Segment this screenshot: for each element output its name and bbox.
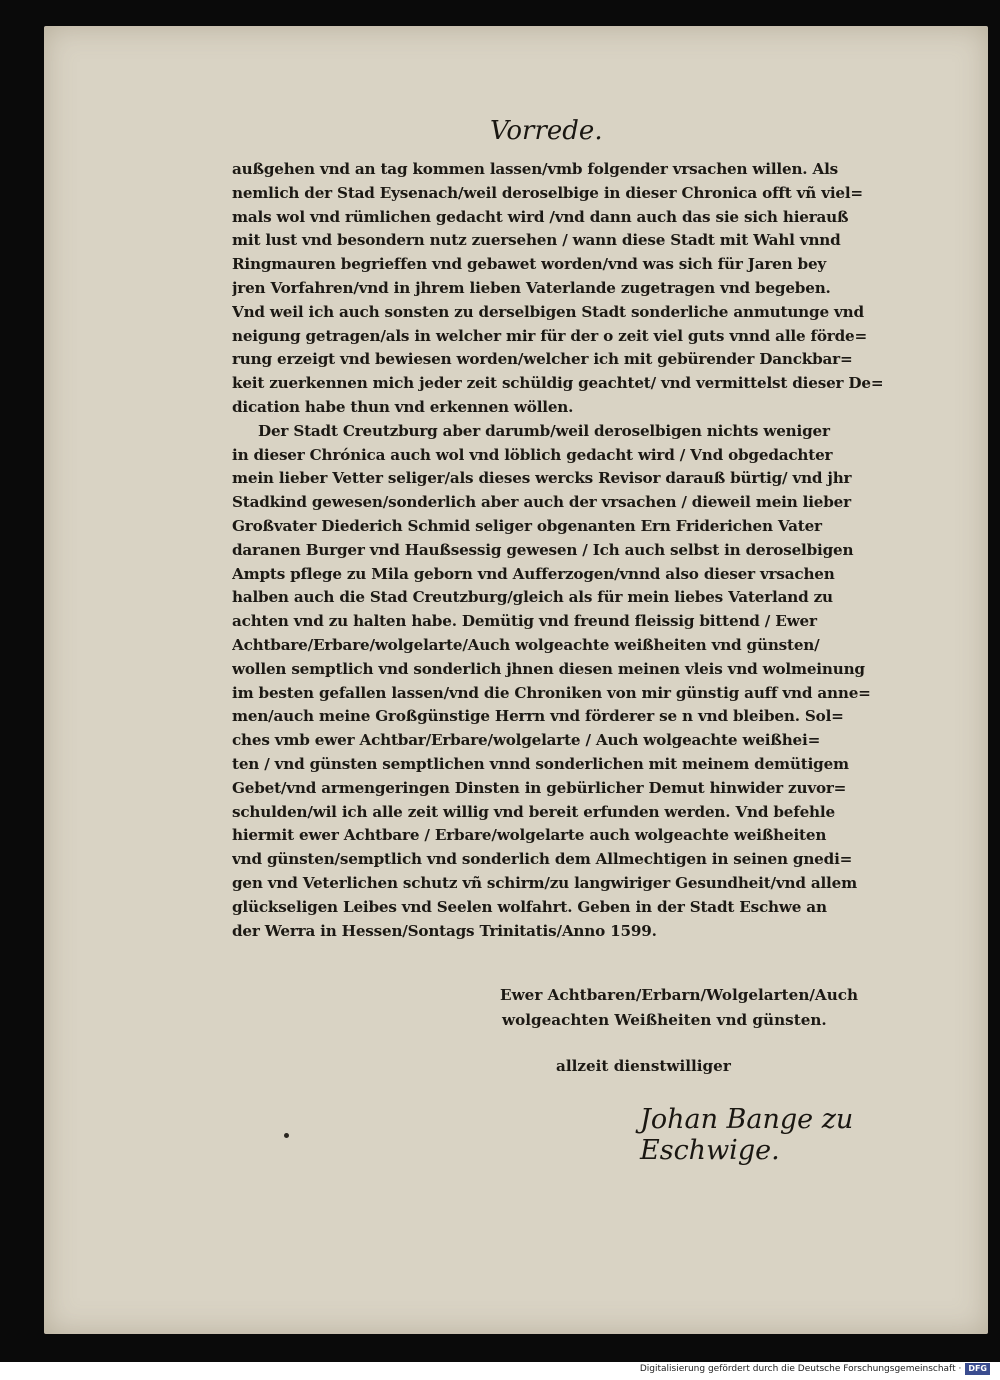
text-line: men/auch meine Großgünstige Herrn vnd förderer se n vnd bleiben. Sol=	[232, 707, 844, 726]
closing-line-1: Ewer Achtbaren/Erbarn/Wolgelarten/Auch	[500, 986, 859, 1004]
footer	[640, 1362, 990, 1376]
text-line: mals wol vnd rümlichen gedacht wird /vnd dann auch das sie sich hierauß	[232, 207, 849, 226]
text-line: schulden/wil ich alle zeit willig vnd bereit erfunden werden. Vnd befehle	[232, 802, 835, 821]
signature: Johan Bange zu Eschwige.	[640, 1104, 854, 1166]
text-line: ches vmb ewer Achtbar/Erbare/wolgelarte / Auch wolgeachte weißhei=	[232, 731, 821, 750]
text-line: nemlich der Stad Eysenach/weil deroselbige in dieser Chronica offt vñ viel=	[232, 183, 863, 202]
text-line: Ampts pflege zu Mila geborn vnd Aufferzogen/vnnd also dieser vrsachen	[232, 564, 835, 583]
footer-credit: Digitalisierung gefördert durch die Deutsche Forschungsgemeinschaft ·	[639, 1364, 962, 1374]
text-line: in dieser Chrónica auch wol vnd löblich gedacht wird / Vnd obgedachter	[232, 445, 833, 464]
text-line: glückseligen Leibes vnd Seelen wolfahrt. Geben in der Stadt Eschwe an	[232, 897, 827, 916]
text-line: vnd günsten/semptlich vnd sonderlich dem Allmechtigen in seinen gnedi=	[232, 850, 853, 869]
text-line: neigung getragen/als in welcher mir für der o zeit viel guts vnnd alle förde=	[232, 326, 867, 345]
text-line: der Werra in Hessen/Sontags Trinitatis/Anno 1599.	[232, 921, 657, 940]
text-line: rung erzeigt vnd bewiesen worden/welcher ich mit gebürender Danckbar=	[232, 350, 853, 369]
text-line: mein lieber Vetter seliger/als dieses wercks Revisor darauß bürtig/ vnd jhr	[232, 469, 852, 488]
salutation: allzeit dienstwilliger	[556, 1057, 731, 1075]
ink-speck	[284, 1133, 289, 1138]
text-line: wollen semptlich vnd sonderlich jhnen diesen meinen vleis vnd wolmeinung	[232, 659, 865, 678]
text-line: halben auch die Stad Creutzburg/gleich als für mein liebes Vaterland zu	[232, 588, 833, 607]
text-line: Vnd weil ich auch sonsten zu derselbigen Stadt sonderliche anmutunge vnd	[232, 302, 864, 321]
closing-address	[500, 983, 960, 1033]
text-line: Der Stadt Creutzburg aber darumb/weil deroselbigen nichts weniger	[258, 421, 830, 440]
text-line: gen vnd Veterlichen schutz vñ schirm/zu langwiriger Gesundheit/vnd allem	[232, 873, 857, 892]
text-line: Achtbare/Erbare/wolgelarte/Auch wolgeachte weißheiten vnd günsten/	[232, 635, 820, 654]
text-line: Ringmauren begrieffen vnd gebawet worden/vnd was sich für Jaren bey	[232, 255, 827, 274]
text-line: daranen Burger vnd Haußsessig gewesen / Ich auch selbst in deroselbigen	[232, 540, 854, 559]
text-line: Großvater Diederich Schmid seliger obgenanten Ern Friderichen Vater	[232, 516, 822, 535]
text-line: achten vnd zu halten habe. Demütig vnd freund fleissig bittend / Ewer	[232, 612, 817, 631]
text-line: mit lust vnd besondern nutz zuersehen / wann diese Stadt mit Wahl vnnd	[232, 231, 841, 250]
text-line: im besten gefallen lassen/vnd die Chroniken von mir günstig auff vnd anne=	[232, 683, 871, 702]
running-head: Vorrede.	[490, 116, 603, 146]
closing-line-2: wolgeachten Weißheiten vnd günsten.	[502, 1011, 827, 1029]
text-line: jren Vorfahren/vnd in jhrem lieben Vaterlande zugetragen vnd begeben.	[232, 278, 831, 297]
text-line: hiermit ewer Achtbare / Erbare/wolgelarte auch wolgeachte weißheiten	[232, 826, 827, 845]
text-line: Stadkind gewesen/sonderlich aber auch der vrsachen / dieweil mein lieber	[232, 493, 851, 512]
text-line: keit zuerkennen mich jeder zeit schüldig geachtet/ vnd vermittelst dieser De=	[232, 374, 884, 393]
text-line: Gebet/vnd armengeringen Dinsten in gebürlicher Demut hinwider zuvor=	[232, 778, 847, 797]
text-line: ten / vnd günsten semptlichen vnnd sonderlichen mit meinem demütigem	[232, 754, 849, 773]
text-line: außgehen vnd an tag kommen lassen/vmb folgender vrsachen willen. Als	[232, 160, 838, 178]
text-line: dication habe thun vnd erkennen wöllen.	[232, 397, 574, 416]
body-text	[232, 158, 952, 943]
dfg-logo: DFG	[965, 1363, 990, 1375]
